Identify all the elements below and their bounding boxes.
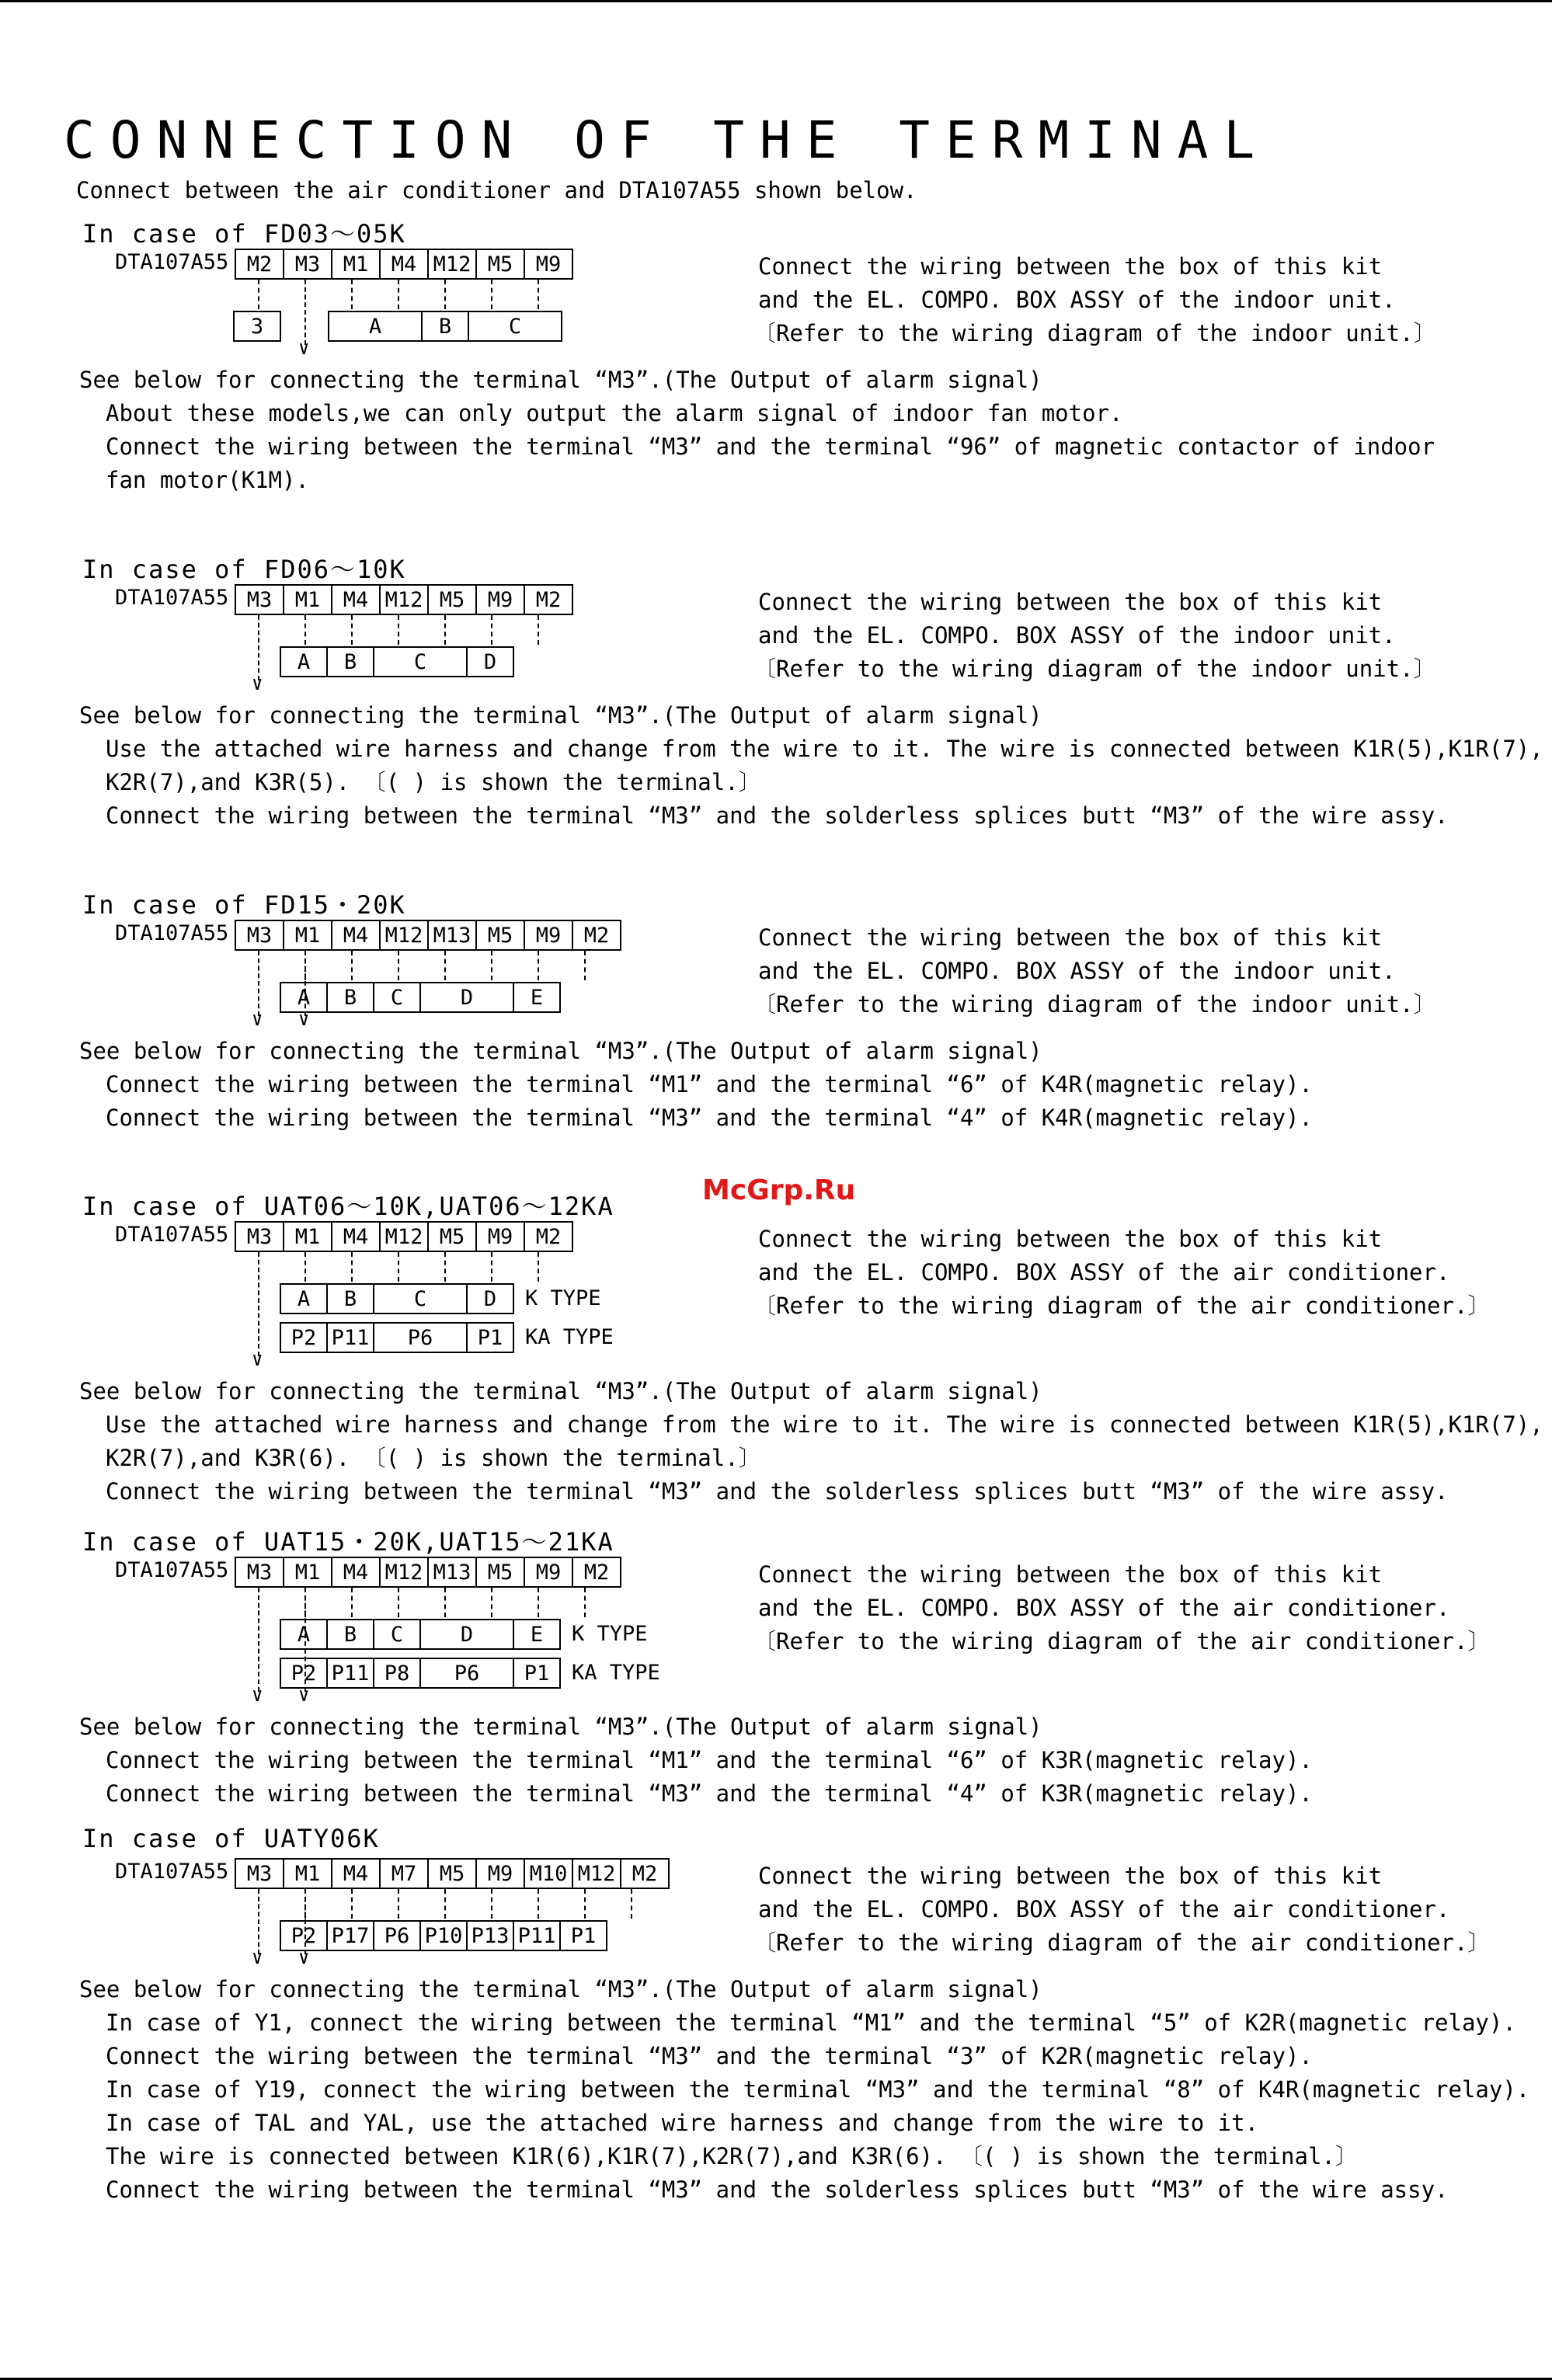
type-label: KA TYPE <box>572 1661 660 1685</box>
terminal-cell: M2 <box>572 920 621 951</box>
connector-cell: P6 <box>419 1658 514 1689</box>
alarm-wire-line <box>304 951 306 1016</box>
wiring-note <box>753 1223 1491 1323</box>
unit-label: DTA107A55 <box>115 1558 229 1582</box>
connector-cell: D <box>419 1619 514 1650</box>
description <box>79 1710 1313 1811</box>
connector-cell: P6 <box>373 1920 421 1951</box>
alarm-wire-line <box>258 1588 259 1692</box>
description-line: Use the attached wire harness and change from the wire to it. The wire is connected between K1R(5),K1R(7), <box>106 736 1543 762</box>
alarm-wire-line <box>258 1889 259 1954</box>
description <box>79 1035 1313 1135</box>
description-line: Connect the wiring between the terminal “M3” and the terminal “4” of K3R(magnetic relay). <box>106 1780 1313 1807</box>
terminal-cell: M5 <box>475 249 525 280</box>
terminal-cell: M4 <box>331 1557 381 1588</box>
connector-cell: D <box>466 646 514 677</box>
terminal-cell: M9 <box>524 249 573 280</box>
wire-line <box>351 615 353 645</box>
wiring-note <box>753 586 1436 686</box>
arrow-down-icon: ∨ <box>252 1947 263 1968</box>
note-line: Connect the wiring between the box of this kit <box>758 1863 1383 1889</box>
section-title: In case of UATY06K <box>82 1824 380 1853</box>
terminal-cell: M5 <box>427 1221 477 1252</box>
connector-cell: C <box>373 646 468 677</box>
terminal-cell: M1 <box>283 1221 332 1252</box>
terminal-cell: M1 <box>283 1858 332 1889</box>
arrow-down-icon: ∨ <box>252 1684 263 1706</box>
connector-cell: 3 <box>233 311 281 342</box>
description-line: Connect the wiring between the terminal “M3” and the terminal “3” of K2R(magnetic relay). <box>106 2043 1313 2069</box>
connector-cell: P1 <box>559 1920 607 1951</box>
description <box>79 1375 1543 1508</box>
connector-cell: P11 <box>326 1322 374 1353</box>
wire-line <box>398 280 399 309</box>
wire-line <box>351 951 353 980</box>
note-line: and the EL. COMPO. BOX ASSY of the air conditioner. <box>758 1896 1450 1922</box>
connector-cell: B <box>326 1619 374 1650</box>
wire-line <box>491 1252 492 1282</box>
section-title: In case of UAT06〜10K,UAT06〜12KA <box>82 1192 614 1221</box>
terminal-strip <box>235 584 573 614</box>
alarm-wire-line <box>258 615 259 680</box>
wire-line <box>538 1588 539 1617</box>
wire-line <box>584 1588 586 1617</box>
wiring-note <box>753 1860 1491 1960</box>
arrow-down-icon: ∨ <box>298 1684 310 1706</box>
connector-cell: P2 <box>280 1658 328 1689</box>
description-line: Connect the wiring between the terminal “M1” and the terminal “6” of K4R(magnetic relay). <box>106 1071 1313 1098</box>
wire-line <box>491 1588 492 1617</box>
connector-row <box>281 1322 514 1352</box>
wire-line <box>491 280 492 309</box>
wiring-note <box>753 250 1436 350</box>
terminal-cell: M10 <box>524 1858 573 1889</box>
wire-line <box>444 280 446 309</box>
connector-cell: D <box>466 1283 514 1314</box>
terminal-cell: M9 <box>475 1221 525 1252</box>
connector-cell: B <box>326 646 374 677</box>
terminal-cell: M4 <box>331 920 381 951</box>
connector-cell: A <box>280 1619 328 1650</box>
terminal-cell: M4 <box>331 1858 381 1889</box>
wire-line <box>538 1252 539 1282</box>
unit-label: DTA107A55 <box>115 1223 229 1247</box>
terminal-cell: M3 <box>235 584 284 615</box>
section-2 <box>0 550 1552 876</box>
description-line: K2R(7),and K3R(5). 〔( ) is shown the terminal.〕 <box>106 769 761 795</box>
terminal-cell: M5 <box>475 1557 525 1588</box>
wire-line <box>538 951 539 980</box>
section-title: In case of FD15・20K <box>82 890 406 920</box>
wire-line <box>398 1889 399 1919</box>
description-line: Connect the wiring between the terminal “M3” and the solderless splices butt “M3” of the wire assy. <box>106 802 1449 829</box>
description-line: See below for connecting the terminal “M3”.(The Output of alarm signal) <box>79 1378 1042 1404</box>
unit-label: DTA107A55 <box>115 1860 229 1884</box>
terminal-cell: M1 <box>283 1557 332 1588</box>
terminal-cell: M3 <box>235 1858 284 1889</box>
arrow-down-icon: ∨ <box>298 1947 310 1968</box>
terminal-cell: M2 <box>235 249 284 280</box>
page-title: CONNECTION OF THE TERMINAL <box>64 110 1271 170</box>
section-3 <box>0 886 1552 1212</box>
terminal-cell: M1 <box>283 920 332 951</box>
wiring-note <box>753 1558 1491 1658</box>
connector-cell: A <box>280 646 328 677</box>
connector-cell: C <box>468 311 562 342</box>
section-5 <box>0 1522 1552 1849</box>
connector-cell: E <box>513 1619 561 1650</box>
connector-row <box>281 1920 607 1950</box>
terminal-cell: M5 <box>427 584 477 615</box>
description-line: About these models,we can only output the alarm signal of indoor fan motor. <box>106 400 1123 426</box>
connector-cell: C <box>373 982 421 1013</box>
connector-cell: D <box>419 982 514 1013</box>
description-line: Connect the wiring between the terminal “M3” and the solderless splices butt “M3” of the wire assy. <box>106 1478 1449 1505</box>
terminal-cell: M3 <box>235 920 284 951</box>
wire-line <box>584 1889 586 1919</box>
section-6 <box>0 1824 1552 2203</box>
wire-line <box>491 951 492 980</box>
wire-line <box>398 615 399 645</box>
wiring-note <box>753 921 1436 1021</box>
description-line: Connect the wiring between the terminal “M1” and the terminal “6” of K3R(magnetic relay). <box>106 1747 1313 1773</box>
description-line: K2R(7),and K3R(6). 〔( ) is shown the terminal.〕 <box>106 1445 761 1471</box>
wire-line <box>584 951 586 980</box>
connector-cell: B <box>421 311 469 342</box>
terminal-cell: M2 <box>524 1221 573 1252</box>
connector-cell: P1 <box>466 1322 514 1353</box>
connector-cell: P2 <box>280 1920 328 1951</box>
note-line: 〔Refer to the wiring diagram of the indoor unit.〕 <box>753 656 1436 682</box>
terminal-cell: M13 <box>427 1557 477 1588</box>
description-line: In case of Y1, connect the wiring between the terminal “M1” and the terminal “5” of K2R(magnetic relay). <box>106 2009 1516 2036</box>
wire-line <box>444 1588 446 1617</box>
connector-row <box>281 1658 561 1687</box>
connector-cell: P1 <box>513 1658 561 1689</box>
note-line: Connect the wiring between the box of this kit <box>758 1226 1383 1252</box>
note-line: Connect the wiring between the box of this kit <box>758 924 1383 951</box>
arrow-down-icon: ∨ <box>298 337 310 359</box>
note-line: Connect the wiring between the box of this kit <box>758 1561 1383 1588</box>
description-line: Connect the wiring between the terminal “M3” and the terminal “4” of K4R(magnetic relay). <box>106 1105 1313 1131</box>
connector-cell: P11 <box>513 1920 561 1951</box>
note-line: Connect the wiring between the box of this kit <box>758 589 1383 615</box>
terminal-cell: M12 <box>427 249 477 280</box>
terminal-cell: M2 <box>620 1858 670 1889</box>
section-1 <box>0 214 1552 541</box>
terminal-cell: M3 <box>235 1221 284 1252</box>
top-border <box>0 0 1552 2</box>
arrow-down-icon: ∨ <box>298 1008 310 1030</box>
note-line: 〔Refer to the wiring diagram of the indoor unit.〕 <box>753 991 1436 1018</box>
wire-line <box>444 1252 446 1282</box>
type-label: K TYPE <box>525 1286 601 1310</box>
wire-line <box>444 615 446 645</box>
connector-row <box>281 1619 561 1648</box>
terminal-cell: M7 <box>379 1858 429 1889</box>
wire-line <box>538 615 539 645</box>
terminal-strip <box>235 249 573 278</box>
terminal-strip <box>235 920 621 949</box>
terminal-strip <box>235 1557 621 1586</box>
note-line: 〔Refer to the wiring diagram of the air conditioner.〕 <box>753 1293 1491 1319</box>
description-line: See below for connecting the terminal “M3”.(The Output of alarm signal) <box>79 1714 1042 1740</box>
terminal-cell: M9 <box>475 1858 525 1889</box>
terminal-cell: M12 <box>572 1858 621 1889</box>
wire-line <box>398 951 399 980</box>
terminal-cell: M5 <box>427 1858 477 1889</box>
note-line: and the EL. COMPO. BOX ASSY of the indoor unit. <box>758 287 1396 313</box>
terminal-cell: M4 <box>379 249 429 280</box>
description-line: See below for connecting the terminal “M3”.(The Output of alarm signal) <box>79 702 1042 729</box>
section-title: In case of FD03〜05K <box>82 219 406 249</box>
alarm-wire-line <box>258 951 259 1016</box>
terminal-cell: M3 <box>283 249 332 280</box>
note-line: 〔Refer to the wiring diagram of the indoor unit.〕 <box>753 320 1436 346</box>
note-line: and the EL. COMPO. BOX ASSY of the air conditioner. <box>758 1259 1450 1286</box>
connector-row <box>281 982 561 1011</box>
terminal-strip <box>235 1221 573 1251</box>
note-line: and the EL. COMPO. BOX ASSY of the indoor unit. <box>758 958 1396 984</box>
description-line: In case of TAL and YAL, use the attached wire harness and change from the wire to it. <box>106 2110 1259 2136</box>
description-line: Use the attached wire harness and change from the wire to it. The wire is connected between K1R(5),K1R(7), <box>106 1411 1543 1438</box>
wire-line <box>444 1889 446 1919</box>
connector-row <box>281 1283 514 1313</box>
terminal-cell: M12 <box>379 1557 429 1588</box>
intro-text: Connect between the air conditioner and DTA107A55 shown below. <box>76 177 917 204</box>
connector-cell: E <box>513 982 561 1013</box>
terminal-cell: M12 <box>379 920 429 951</box>
connector-cell: P17 <box>326 1920 374 1951</box>
description-line: Connect the wiring between the terminal “M3” and the terminal “96” of magnetic contactor of indoor <box>106 433 1435 460</box>
connector-row <box>281 646 514 676</box>
wire-line <box>538 280 539 309</box>
terminal-cell: M3 <box>235 1557 284 1588</box>
alarm-wire-line <box>258 1252 259 1356</box>
wire-line <box>258 280 259 309</box>
description-line: In case of Y19, connect the wiring between the terminal “M3” and the terminal “8” of K4R(magnetic relay). <box>106 2076 1530 2103</box>
connector-cell: B <box>326 1283 374 1314</box>
section-title: In case of FD06〜10K <box>82 555 406 584</box>
note-line: 〔Refer to the wiring diagram of the air conditioner.〕 <box>753 1628 1491 1655</box>
terminal-cell: M5 <box>475 920 525 951</box>
arrow-down-icon: ∨ <box>252 1348 263 1370</box>
wire-line <box>351 280 353 309</box>
connector-cell: B <box>326 982 374 1013</box>
connector-cell: P11 <box>326 1658 374 1689</box>
description-line: Connect the wiring between the terminal “M3” and the solderless splices butt “M3” of the wire assy. <box>106 2176 1449 2203</box>
wire-line <box>491 1889 492 1919</box>
arrow-down-icon: ∨ <box>252 1008 263 1030</box>
terminal-cell: M2 <box>572 1557 621 1588</box>
connector-cell: P6 <box>373 1322 468 1353</box>
terminal-cell: M4 <box>331 1221 381 1252</box>
wire-line <box>491 615 492 645</box>
terminal-strip <box>235 1858 670 1888</box>
wire-line <box>351 1889 353 1919</box>
wire-line <box>304 1252 306 1282</box>
description-line: See below for connecting the terminal “M3”.(The Output of alarm signal) <box>79 367 1042 393</box>
connector-cell: C <box>373 1283 468 1314</box>
connector-cell: A <box>280 1283 328 1314</box>
terminal-cell: M1 <box>331 249 381 280</box>
connector-cell: P13 <box>466 1920 514 1951</box>
terminal-cell: M4 <box>331 584 381 615</box>
note-line: and the EL. COMPO. BOX ASSY of the indoor unit. <box>758 622 1396 649</box>
type-label: KA TYPE <box>525 1325 614 1349</box>
terminal-cell: M13 <box>427 920 477 951</box>
terminal-cell: M2 <box>524 584 573 615</box>
terminal-cell: M1 <box>283 584 332 615</box>
connector-cell: C <box>373 1619 421 1650</box>
note-line: Connect the wiring between the box of this kit <box>758 253 1383 280</box>
terminal-cell: M12 <box>379 1221 429 1252</box>
type-label: K TYPE <box>572 1622 648 1646</box>
terminal-cell: M9 <box>524 1557 573 1588</box>
section-title: In case of UAT15・20K,UAT15〜21KA <box>82 1527 614 1557</box>
description-line: fan motor(K1M). <box>106 467 309 493</box>
wire-line <box>538 1889 539 1919</box>
connector-cell: P2 <box>280 1322 328 1353</box>
description-line: See below for connecting the terminal “M3”.(The Output of alarm signal) <box>79 1976 1042 2002</box>
arrow-down-icon: ∨ <box>252 673 263 694</box>
wire-line <box>398 1588 399 1617</box>
description-line: The wire is connected between K1R(6),K1R(7),K2R(7),and K3R(6). 〔( ) is shown the terminal.〕 <box>106 2143 1358 2169</box>
alarm-wire-line <box>304 280 306 345</box>
wire-line <box>351 1588 353 1617</box>
connector-cell: P10 <box>419 1920 468 1951</box>
wire-line <box>631 1889 632 1919</box>
unit-label: DTA107A55 <box>115 921 229 945</box>
alarm-wire-line <box>304 1889 306 1954</box>
wire-line <box>351 1252 353 1282</box>
description <box>79 1973 1529 2207</box>
connector-cell: P8 <box>373 1658 421 1689</box>
terminal-cell: M12 <box>379 584 429 615</box>
terminal-cell: M9 <box>524 920 573 951</box>
unit-label: DTA107A55 <box>115 586 229 610</box>
wire-line <box>444 951 446 980</box>
description-line: See below for connecting the terminal “M3”.(The Output of alarm signal) <box>79 1038 1042 1064</box>
connector-cell: A <box>328 311 423 342</box>
wire-line <box>304 615 306 645</box>
note-line: and the EL. COMPO. BOX ASSY of the air conditioner. <box>758 1595 1450 1621</box>
note-line: 〔Refer to the wiring diagram of the air conditioner.〕 <box>753 1929 1491 1956</box>
section-4 <box>0 1187 1552 1513</box>
wire-line <box>398 1252 399 1282</box>
connector-row <box>235 311 562 340</box>
watermark: McGrp.Ru <box>702 1174 856 1206</box>
description <box>79 699 1543 833</box>
connector-cell: A <box>280 982 328 1013</box>
alarm-wire-line <box>304 1588 306 1692</box>
description <box>79 364 1435 497</box>
terminal-cell: M9 <box>475 584 525 615</box>
unit-label: DTA107A55 <box>115 250 229 274</box>
